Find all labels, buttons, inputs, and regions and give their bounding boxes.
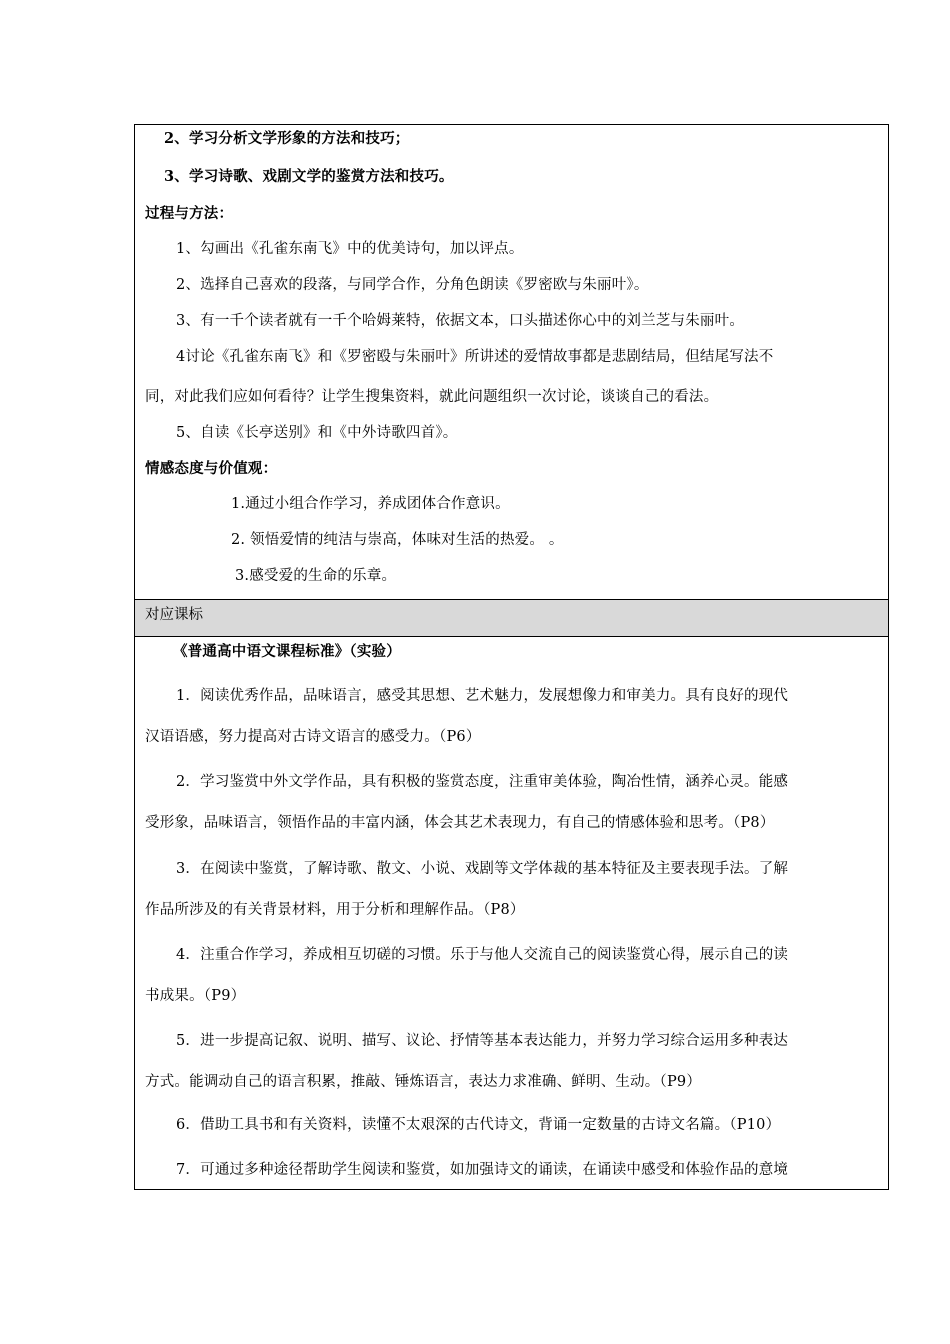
standards-cell [135,637,888,1191]
attitude-item-2: 2. 领悟爱情的纯洁与崇高，体味对生活的热爱。 。 [231,532,564,548]
process-item-2: 2、选择自己喜欢的段落，与同学合作，分角色朗读《罗密欧与朱丽叶》。 [176,277,649,293]
lesson-plan-table [134,124,889,1190]
process-item-1: 1、勾画出《孔雀东南飞》中的优美诗句，加以评点。 [176,241,524,257]
standard-5-line2: 方式。能调动自己的语言积累，推敲、锤炼语言，表达力求准确、鲜明、生动。（P9） [145,1074,702,1090]
standards-header-label: 对应课标 [145,607,203,623]
standard-1-line1: 1．阅读优秀作品，品味语言，感受其思想、艺术魅力，发展想像力和审美力。具有良好的现代 [176,688,789,704]
standard-4-line2: 书成果。（P9） [145,988,246,1004]
process-item-5: 5、自读《长亭送别》和《中外诗歌四首》。 [176,425,458,441]
process-item-4-line2: 同，对此我们应如何看待？让学生搜集资料，就此问题组织一次讨论，谈谈自己的看法。 [145,389,719,405]
process-item-3: 3、有一千个读者就有一千个哈姆莱特，依据文本，口头描述你心中的刘兰芝与朱丽叶。 [176,313,745,329]
objectives-cell [135,125,888,599]
attitude-heading: 情感态度与价值观： [145,460,278,477]
standard-2-line2: 受形象，品味语言，领悟作品的丰富内涵，体会其艺术表现力，有自己的情感体验和思考。（P8） [145,815,775,831]
standard-5-line1: 5．进一步提高记叙、说明、描写、议论、抒情等基本表达能力，并努力学习综合运用多种表达 [176,1033,789,1049]
knowledge-item-3: 3、学习诗歌、戏剧文学的鉴赏方法和技巧。 [164,168,454,185]
standard-3-line1: 3．在阅读中鉴赏，了解诗歌、散文、小说、戏剧等文学体裁的基本特征及主要表现手法。了解 [176,861,789,877]
standards-title: 《普通高中语文课程标准》（实验） [173,643,401,660]
process-heading: 过程与方法： [145,205,234,222]
standard-7-line1: 7．可通过多种途径帮助学生阅读和鉴赏，如加强诗文的诵读，在诵读中感受和体验作品的意境 [176,1162,789,1178]
attitude-item-1: 1.通过小组合作学习，养成团体合作意识。 [231,496,510,512]
standard-1-line2: 汉语语感，努力提高对古诗文语言的感受力。（P6） [145,729,481,745]
process-item-4-line1: 4讨论《孔雀东南飞》和《罗密殴与朱丽叶》所讲述的爱情故事都是悲剧结局，但结尾写法不 [176,349,774,365]
standard-6: 6．借助工具书和有关资料，读懂不太艰深的古代诗文，背诵一定数量的古诗文名篇。（P10） [176,1117,781,1133]
standards-header-row [135,599,888,637]
standard-4-line1: 4．注重合作学习，养成相互切磋的习惯。乐于与他人交流自己的阅读鉴赏心得，展示自己的读 [176,947,789,963]
attitude-item-3: 3.感受爱的生命的乐章。 [235,568,397,584]
standard-2-line1: 2．学习鉴赏中外文学作品，具有积极的鉴赏态度，注重审美体验，陶冶性情，涵养心灵。能感 [176,774,789,790]
standard-3-line2: 作品所涉及的有关背景材料，用于分析和理解作品。（P8） [145,902,525,918]
knowledge-item-2: 2、学习分析文学形象的方法和技巧； [164,130,410,147]
